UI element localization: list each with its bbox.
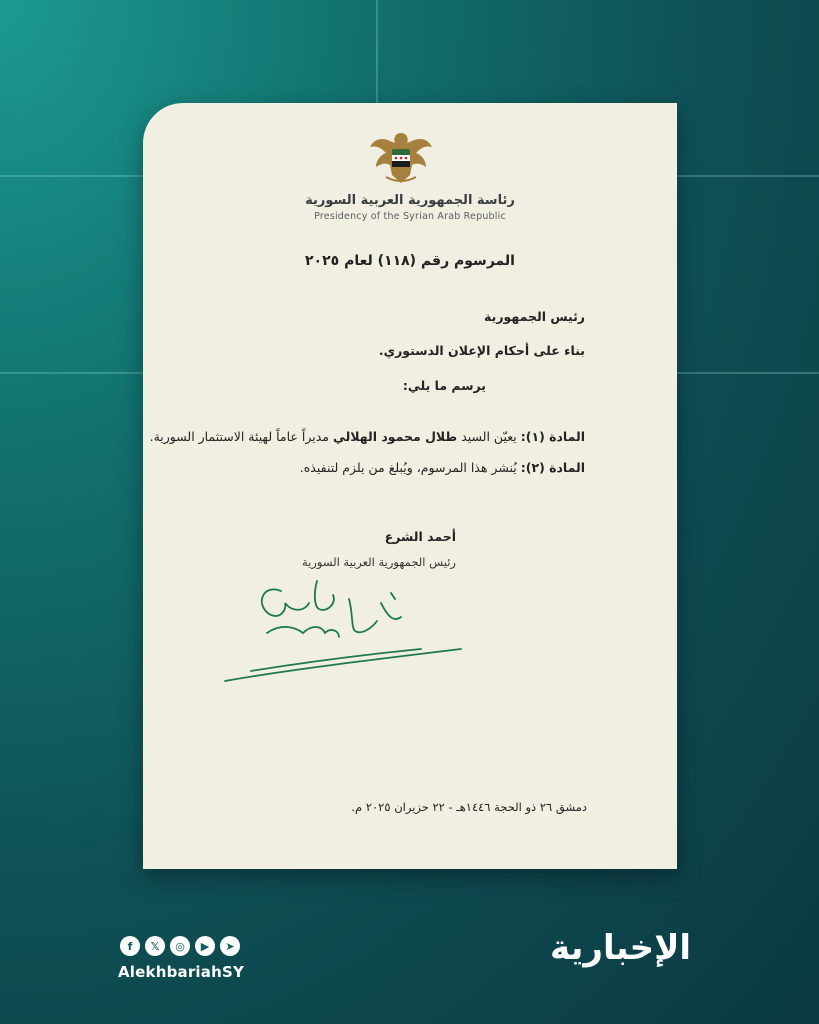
grid-line [677, 372, 819, 374]
social-handle: AlekhbariahSY [118, 963, 245, 981]
article-1-label: المادة (١): [520, 429, 585, 444]
decree-preamble: يرسم ما يلي: [402, 378, 486, 393]
signatory-name: أحمد الشرع [384, 529, 456, 544]
x-icon[interactable]: 𝕏 [145, 936, 165, 956]
telegram-icon[interactable]: ➤ [220, 936, 240, 956]
article-1-post: مديراً عاماً لهيئة الاستثمار السورية. [149, 429, 329, 444]
decree-issuer: رئيس الجمهورية [484, 309, 585, 324]
grid-line [0, 372, 143, 374]
decree-document [143, 103, 677, 869]
header-arabic-title: رئاسة الجمهورية العربية السورية [305, 193, 515, 208]
signatory-title: رئيس الجمهورية العربية السورية [301, 555, 456, 569]
brand-logo: الإخبارية [550, 928, 692, 968]
article-1-name: طلال محمود الهلالي [332, 429, 458, 444]
article-2-label: المادة (٢): [520, 460, 585, 475]
facebook-icon[interactable]: f [120, 936, 140, 956]
handwritten-signature [221, 573, 471, 688]
eagle-emblem-icon [368, 127, 434, 189]
grid-line [0, 175, 143, 177]
article-1-pre: يعيّن السيد [461, 429, 517, 444]
decree-title: المرسوم رقم (١١٨) لعام ٢٠٢٥ [305, 253, 515, 269]
article-2 [300, 460, 585, 475]
article-1 [150, 429, 585, 444]
decree-basis: بناء على أحكام الإعلان الدستوري. [378, 343, 585, 358]
social-icons [120, 936, 240, 956]
article-2-text: يُنشر هذا المرسوم، ويُبلغ من يلزم لتنفيذه. [299, 460, 517, 475]
grid-line [677, 175, 819, 177]
instagram-icon[interactable]: ◎ [170, 936, 190, 956]
youtube-icon[interactable]: ▶ [195, 936, 215, 956]
grid-line [376, 0, 378, 103]
date-line: دمشق ٢٦ ذو الحجة ١٤٤٦هـ - ٢٢ حزيران ٢٠٢٥ م. [351, 800, 587, 814]
header-english-title: Presidency of the Syrian Arab Republic [314, 211, 506, 222]
